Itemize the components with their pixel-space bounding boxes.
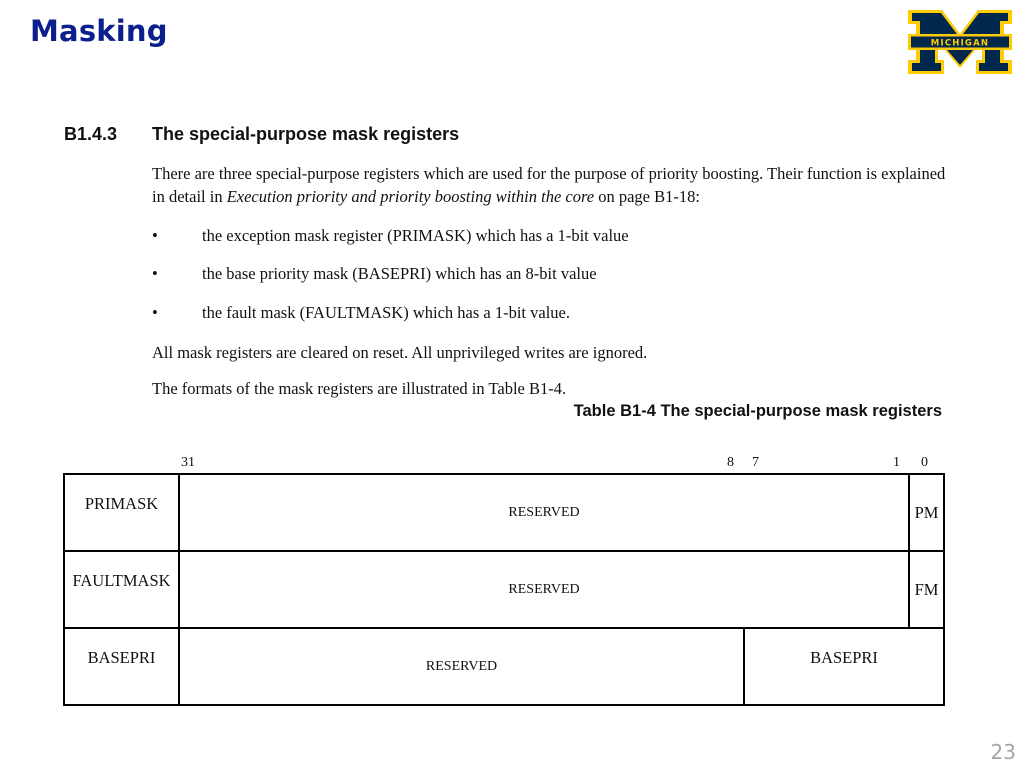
table-caption: Table B1-4 The special-purpose mask registers: [573, 402, 942, 420]
bullet-item: the base priority mask (BASEPRI) which has an 8-bit value: [202, 264, 597, 283]
section-number: B1.4.3: [64, 124, 118, 144]
michigan-block-m-logo: [906, 8, 1014, 76]
reset-note: All mask registers are cleared on reset. All unprivileged writes are ignored.: [152, 343, 648, 362]
bullet-marker: •: [152, 303, 158, 322]
logo-text: MICHIGAN: [930, 38, 990, 49]
bullet-marker: •: [152, 226, 158, 245]
reserved-field: RESERVED: [179, 628, 744, 705]
bullet-item: the exception mask register (PRIMASK) which has a 1-bit value: [202, 226, 629, 245]
pm-bit-field: PM: [909, 474, 944, 551]
cross-reference: Execution priority and priority boosting within the core: [226, 187, 595, 206]
register-name: PRIMASK: [64, 474, 179, 551]
table-row: [64, 551, 944, 628]
reserved-field: RESERVED: [179, 551, 909, 628]
table-row: [64, 628, 944, 705]
page-number: 23: [990, 740, 1016, 764]
intro-paragraph: There are three special-purpose registers which are used for the purpose of priority boosting. Their function is explained in detail in Execution priority and priority boosting within the core on page B1-18:: [152, 164, 946, 206]
bullet-marker: •: [152, 264, 158, 283]
table-row: [64, 474, 944, 551]
bit-number-8: 8: [727, 455, 734, 470]
section-title: The special-purpose mask registers: [152, 124, 460, 144]
bit-number-31: 31: [181, 455, 195, 470]
mask-register-table: [63, 473, 945, 706]
register-name: FAULTMASK: [64, 551, 179, 628]
reserved-field: RESERVED: [179, 474, 909, 551]
slide-title: Masking: [30, 14, 168, 48]
bit-number-7: 7: [752, 455, 759, 470]
basepri-field: BASEPRI: [744, 628, 944, 705]
register-name: BASEPRI: [64, 628, 179, 705]
bit-number-1: 1: [893, 455, 900, 470]
fm-bit-field: FM: [909, 551, 944, 628]
bit-number-0: 0: [921, 455, 928, 470]
bullet-item: the fault mask (FAULTMASK) which has a 1-bit value.: [202, 303, 570, 322]
formats-note: The formats of the mask registers are illustrated in Table B1-4.: [152, 379, 567, 398]
